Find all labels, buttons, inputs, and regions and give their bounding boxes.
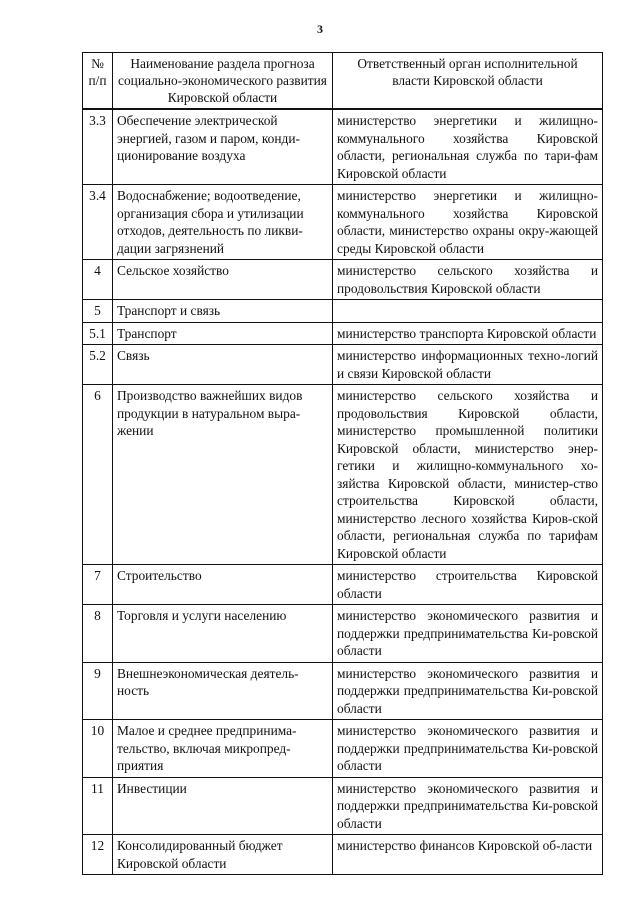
row-section-name: Водоснабжение; водоотведение, организация сбора и утилизации отходов, деятельность по ликви-дации загрязнений [113,185,333,260]
row-number: 4 [83,260,113,300]
row-section-name: Строительство [113,565,333,605]
row-responsible-body [333,300,603,323]
row-number: 6 [83,385,113,565]
row-responsible-body: министерство экономического развития и поддержки предпринимательства Ки-ровской области [333,777,603,835]
row-section-name: Производство важнейших видов продукции в натуральном выра-жении [113,385,333,565]
row-responsible-body: министерство экономического развития и поддержки предпринимательства Ки-ровской области [333,662,603,720]
row-number: 8 [83,605,113,663]
row-section-name: Малое и среднее предпринима-тельство, включая микропред-приятия [113,720,333,778]
row-number: 5.1 [83,322,113,345]
table-row [83,260,603,300]
row-number: 10 [83,720,113,778]
row-section-name: Инвестиции [113,777,333,835]
header-number: № п/п [83,53,113,110]
responsibility-table [82,52,603,875]
table-row [83,662,603,720]
row-section-name: Сельское хозяйство [113,260,333,300]
row-responsible-body: министерство экономического развития и поддержки предпринимательства Ки-ровской области [333,605,603,663]
row-section-name: Транспорт [113,322,333,345]
table-row [83,345,603,385]
table-row [83,300,603,323]
table-row [83,322,603,345]
row-section-name: Консолидированный бюджет Кировской области [113,835,333,875]
table-row [83,385,603,565]
row-responsible-body: министерство энергетики и жилищно-коммунального хозяйства Кировской области, региональная служба по тари-фам Кировской области [333,109,603,185]
row-number: 12 [83,835,113,875]
row-number: 5.2 [83,345,113,385]
row-number: 3.4 [83,185,113,260]
table-row [83,185,603,260]
row-section-name: Обеспечение электрической энергией, газом и паром, конди-ционирование воздуха [113,109,333,185]
row-responsible-body: министерство информационных техно-логий и связи Кировской области [333,345,603,385]
header-section-name: Наименование раздела прогноза социально-экономического развития Кировской области [113,53,333,110]
row-number: 7 [83,565,113,605]
table-row [83,605,603,663]
row-section-name: Связь [113,345,333,385]
row-number: 11 [83,777,113,835]
row-section-name: Транспорт и связь [113,300,333,323]
row-responsible-body: министерство сельского хозяйства и продовольствия Кировской области [333,260,603,300]
row-number: 5 [83,300,113,323]
row-responsible-body: министерство энергетики и жилищно-коммунального хозяйства Кировской области, министерство охраны окру-жающей среды Кировской области [333,185,603,260]
row-section-name: Внешнеэкономическая деятель-ность [113,662,333,720]
table-row [83,109,603,185]
row-responsible-body: министерство транспорта Кировской области [333,322,603,345]
row-responsible-body: министерство экономического развития и поддержки предпринимательства Ки-ровской области [333,720,603,778]
row-responsible-body: министерство финансов Кировской об-ласти [333,835,603,875]
table-row [83,720,603,778]
page-number: 3 [317,22,323,36]
row-responsible-body: министерство сельского хозяйства и продовольствия Кировской области, министерство промышленной политики Кировской области, министерство энер-гетики и жилищно-коммунального хо-зяйства Кировской области, министер-ство строительства Кировской области, министерство лесного хозяйства Киров-ской области, региональная служба по тарифам Кировской области [333,385,603,565]
table-row [83,835,603,875]
table-row [83,565,603,605]
header-responsible-body: Ответственный орган исполнительной власти Кировской области [333,53,603,110]
table-row [83,777,603,835]
row-number: 3.3 [83,109,113,185]
row-section-name: Торговля и услуги населению [113,605,333,663]
table-header-row [83,53,603,110]
row-number: 9 [83,662,113,720]
row-responsible-body: министерство строительства Кировской области [333,565,603,605]
